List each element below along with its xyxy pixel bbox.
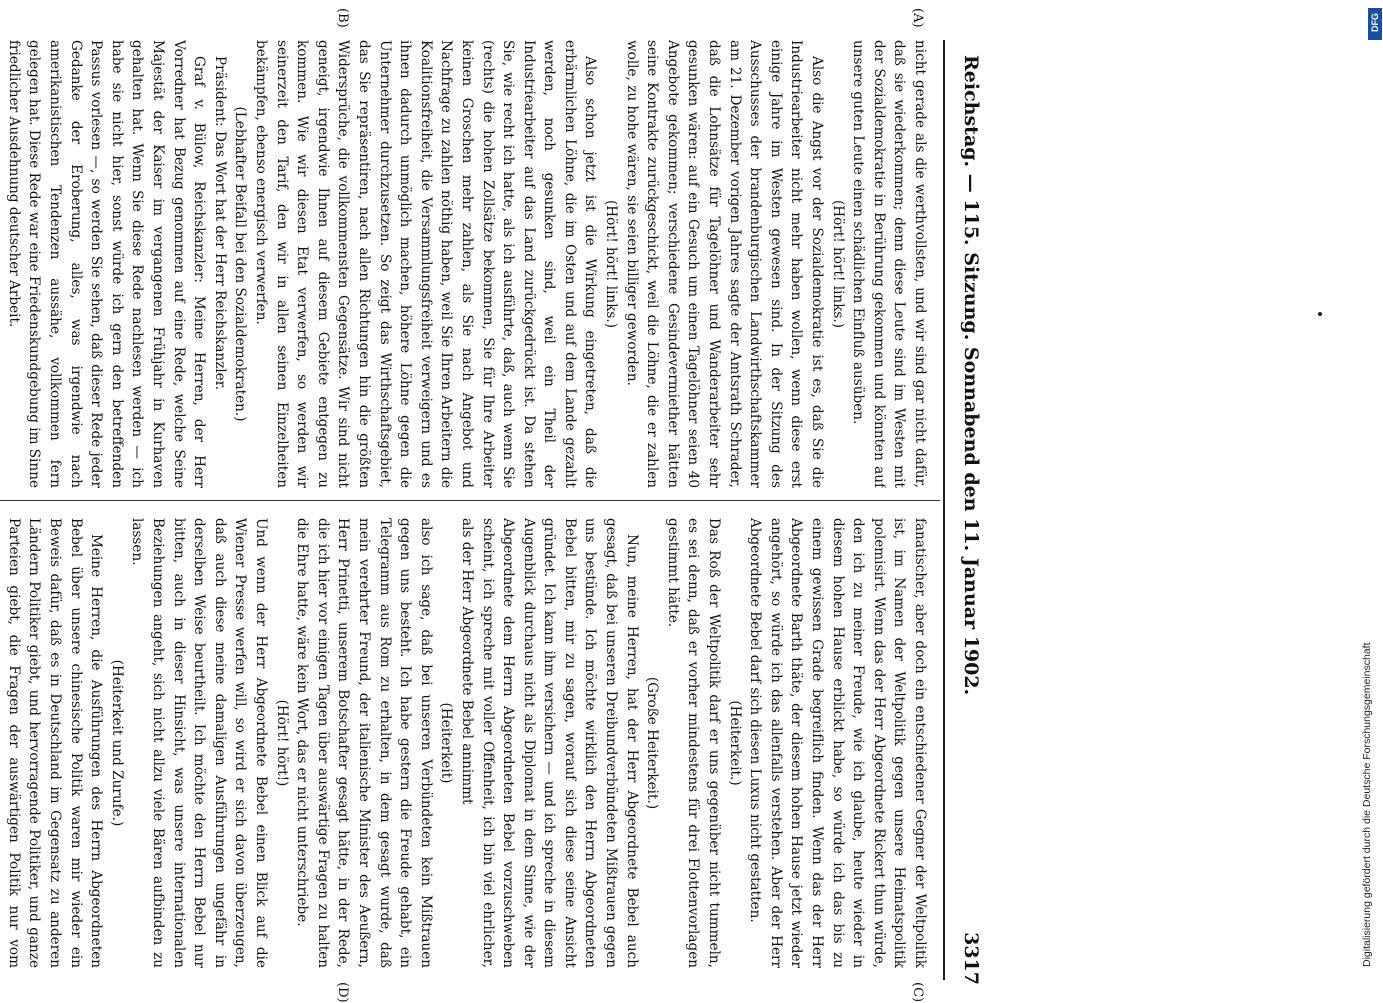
interjection: (Heiterkeit und Zurufe.) <box>108 659 125 827</box>
paragraph: Präsident: Das Wort hat der Herr Reichskanzler. <box>211 56 228 391</box>
margin-marker-c: (C) <box>910 982 925 1003</box>
page-number: 3317 <box>960 932 982 985</box>
dfg-logo-text: DFG <box>1370 13 1380 32</box>
paragraph: Also die Angst vor der Sozialdemokratie ist es, daß Sie die Industriearbeiter nicht mehr haben wollen, wenn diese erst einige Jahre im Westen gewesen sind. In der Sitzung des Ausschusses der brandenburgischen Landwirthschaftskammer am 21. Dezember vorigen Jahres sagte der Amtsrath Schrader, daß die Lohnsätze für Tagelöhner und Wanderarbeiter sehr gesunken wären: auf ein Gesuch um einen Tagelöhner seien 40 Angebote gekommen; verschiedene Gesindevermiether hätten seine Kontrakte zurückgeschickt, weil die Löhne, die er zahlen wolle, zu hohe wären, sie seien billiger geworden. <box>623 40 826 488</box>
ink-dot <box>1318 312 1322 316</box>
digitization-note <box>1361 12 1379 987</box>
right-column <box>0 518 930 968</box>
left-column <box>0 40 930 488</box>
interjection: (Heiterkeit) <box>438 702 455 784</box>
paragraph: also ich sage, daß bei unseren Verbündeten kein Mißtrauen gegen uns besteht. Ich habe gestern die Freude gehabt, ein Telegramm aus Rom zu erhalten, in dem gesagt wurde, daß mein verehrter Freund, der italienische Minister des Aeußern, Herr Prinetti, unserem Botschafter gesagt hätte, in der Rede, die ich hier vor einigen Tagen über auswärtige Fragen zu halten die Ehre hatte, wäre kein Wort, das er nicht unterschriebe. <box>294 518 434 968</box>
interjection: (Lebhafter Beifall bei den Sozialdemokraten.) <box>232 106 249 422</box>
interjection: (Heiterkeit.) <box>726 700 743 786</box>
funding-credit: Digitalisierung gefördert durch die Deutsche Forschungsgemeinschaft <box>1361 642 1373 967</box>
paragraph: nicht gerade als die werthvollsten, und wir sind gar nicht dafür, daß sie wiederkommen; denn diese Leute sind im Westen mit der Sozialdemokratie in Berührung gekommen und könnten auf unsere guten Leute einen schädlichen Einfluß ausüben. <box>850 40 928 488</box>
interjection: (Hört! hört!) <box>273 699 290 787</box>
margin-marker-b: (B) <box>335 8 350 28</box>
paragraph: Graf v. Bülow, Reichskanzler: Meine Herren, der Herr Vorredner hat Bezug genommen auf eine Rede, welche Seine Majestät der Kaiser im vergangenen Frühjahr in Kurhaven gehalten hat. Wenn Sie diese Rede nachlesen werden — ich habe sie nicht hier, sonst würde ich gern den betreffenden Passus vorlesen —, so werden Sie sehen, daß dieser Rede jeder Gedanke der Eroberung, alles, was irgendwie nach amerikanistischen Tendenzen aussähe, vollkommen fern gelegen hat. Diese Rede war eine Friedenskundgebung im Sinne friedlicher Ausdehnung deutscher Arbeit. <box>5 40 208 488</box>
paragraph: Das Roß der Weltpolitik darf er uns gegenüber nicht tummeln, es sei denn, daß er vorher mindestens für drei Flottenvorlagen gestimmt hätte. <box>664 518 723 968</box>
paragraph <box>0 40 3 488</box>
margin-marker-d: (D) <box>335 982 350 1003</box>
margin-marker-a: (A) <box>910 8 925 28</box>
paragraph: Also schon jetzt ist die Wirkung eingetreten, daß die erbärmlichen Löhne, die im Osten und auf dem Lande gezahlt werden, noch gesunken sind, weil ein Theil der Industriearbeiter auf das Land zurückgedrückt ist. Da stehen Sie, wie recht ich hatte, als ich ausführte, daß, auch wenn Sie (rechts) die hohen Zollsätze bekommen, Sie für Ihre Arbeiter keinen Groschen mehr zahlen, als Sie nach Angebot und Nachfrage zu zahlen nöthig haben, weil Sie Ihren Arbeitern die Koalitionsfreiheit, die Versammlungsfreiheit verweigern und es ihnen dadurch unmöglich machen, höhere Löhne gegen die Unternehmer durchzusetzen. So zeigt das Wirthschaftsgebiet, das Sie repräsentiren, nach allen Richtungen hin die größten Widersprüche, die vollkommensten Gegensätze. Wir sind nicht geneigt, irgendwie Ihnen auf diesem Gebiete entgegen zu kommen. Wie wir diesen Etat verwerfen, so werden wir seinerzeit den Tarif, den wir in allen seinen Einzelheiten bekämpfen, ebenso energisch verwerfen. <box>253 40 599 488</box>
header-rule <box>943 40 945 980</box>
interjection: (Hört! hört! links.) <box>603 199 620 329</box>
paragraph: Meine Herren, die Ausführungen des Herrn Abgeordneten Bebel über unsere chinesische Politik waren mir wieder ein Beweis dafür, daß es in Deutschland im Gegensatz zu anderen Ländern Politiker giebt, und hervorragende Politiker, und ganze Parteien giebt, die Fragen der auswärtigen Politik nur vom <box>5 518 105 968</box>
page-header <box>952 55 982 985</box>
paragraph: fanatischer, aber doch ein entschiedener Gegner der Weltpolitik ist, im Namen der Weltpolitik gegen unsere Heimatspolitik polemisirt. Wenn das der Herr Abgeordnete Rickert thun würde, den ich zu meiner Freude, wie ich glaube, heute wieder in diesem hohen Hause erblickt habe, so würde ich das bis zu einem gewissen Grade begreiflich finden. Wenn das der Herr Abgeordnete Barth thäte, der diesem hohen Hause jetzt wieder angehört, so würde ich das allenfalls verstehen. Aber der Herr Abgeordnete Bebel darf sich diesen Luxus nicht gestatten. <box>747 518 928 968</box>
paragraph: Und wenn der Herr Abgeordnete Bebel einen Blick auf die Wiener Presse werfen will, so wird er sich davon überzeugen, daß auch diese meine damaligen Ausführungen ungefähr in derselben Weise beurtheilt. Ich möchte den Herrn Bebel nur bitten, auch in dieser Hinsicht, was unsere internationalen Beziehungen angeht, sich nicht allzu viele Bären aufbinden zu lassen. <box>129 518 269 968</box>
interjection: (Hört! hört! links.) <box>829 199 846 329</box>
paragraph: Nun, meine Herren, hat der Herr Abgeordnete Bebel auch gesagt, daß bei unseren Dreibundverbündeten Mißtrauen gegen uns bestünde. Ich möchte wirklich den Herrn Abgeordneten Bebel bitten, mir zu sagen, worauf sich diese seine Ansicht gründet. Ich kann ihm versichern — und ich spreche in diesem Augenblick durchaus nicht als Diplomat in dem Sinne, wie der Abgeordnete dem Herrn Abgeordneten Bebel vorzuschweben scheint, ich spreche mit voller Offenheit, ich bin viel ehrlicher, als der Herr Abgeordnete Bebel annimmt <box>458 518 640 968</box>
header-title: Reichstag. — 115. Sitzung. Sonnabend den 11. Januar 1902. <box>960 55 982 696</box>
interjection: (Große Heiterkeit.) <box>644 676 661 810</box>
dfg-logo <box>1368 8 1382 40</box>
column-divider <box>0 500 940 501</box>
